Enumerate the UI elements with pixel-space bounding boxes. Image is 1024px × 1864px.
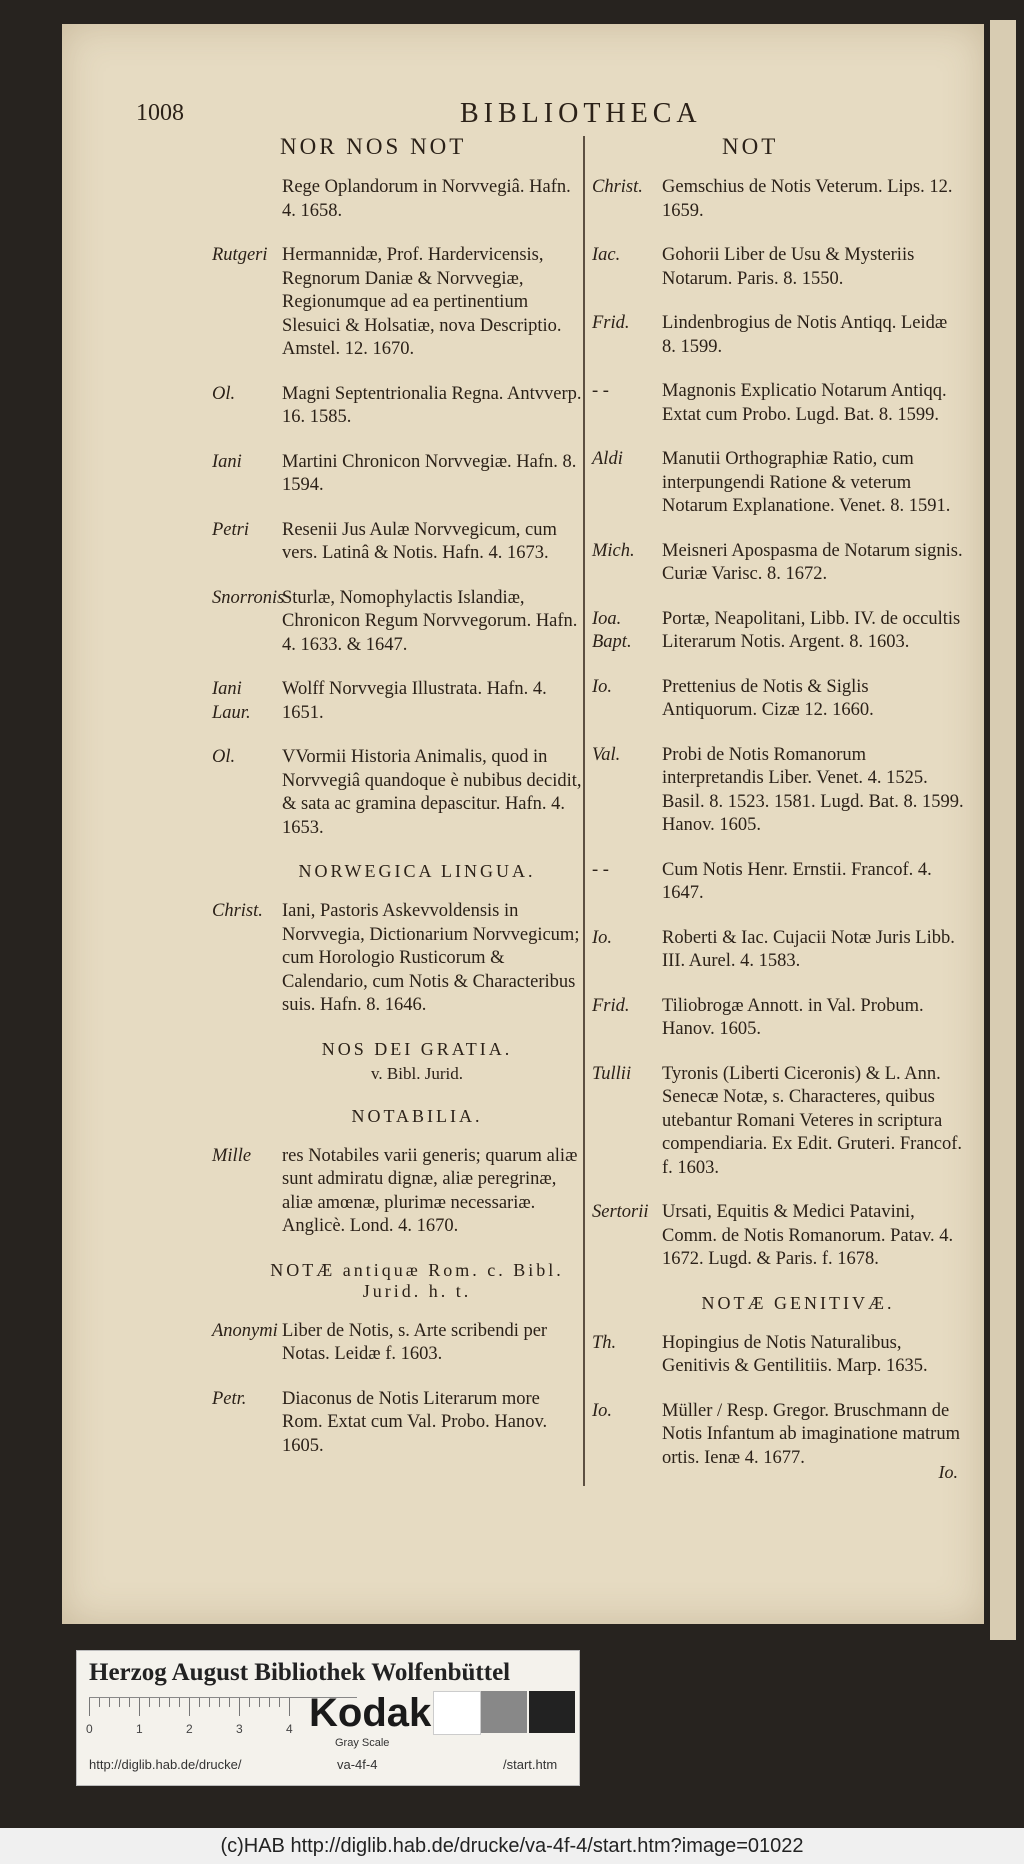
entry-text: Hermannidæ, Prof. Hardervicensis, Regnorum Daniæ & Norvvegiæ, Regionumque ad ea pertinentium Slesuici & Holsatiæ, nova Descriptio. Amstel. 12. 1670. (282, 245, 562, 359)
ruler-tick (269, 1698, 270, 1707)
entry-text: Diaconus de Notis Literarum more Rom. Extat cum Val. Probo. Hanov. 1605. (282, 1388, 548, 1456)
ruler-tick (259, 1698, 260, 1707)
author-forename: Christ. (212, 901, 263, 921)
ruler-tick (189, 1698, 190, 1716)
entry-text: Cum Notis Henr. Ernstii. Francof. 4. 1647. (662, 859, 932, 903)
entry-text: VVormii Historia Animalis, quod in Norvvegiâ quandoque è nubibus decidit, & sata ac gramina depascitur. Hafn. 4. 1653. (282, 747, 582, 838)
author-forename: - - (592, 381, 609, 401)
catalog-entry (592, 859, 964, 906)
entry-text: Portæ, Neapolitani, Libb. IV. de occultis Literarum Notis. Argent. 8. 1603. (662, 608, 961, 652)
entry-text: Gohorii Liber de Usu & Mysteriis Notarum. Paris. 8. 1550. (662, 245, 915, 289)
catalog-entry (212, 244, 582, 362)
ruler-tick (149, 1698, 150, 1707)
entry-text: Ursati, Equitis & Medici Patavini, Comm. de Notis Romanorum. Patav. 4. 1672. Lugd. & Paris. f. 1678. (662, 1202, 954, 1269)
author-forename: Snorronis (212, 587, 285, 608)
entry-text: res Notabiles varii generis; quarum aliæ sunt admiratu dignæ, aliæ peregrinæ, aliæ amœnæ, plurimæ necessariæ. Anglicè. Lond. 4. 1670. (282, 1145, 578, 1236)
ruler-number: 2 (186, 1722, 193, 1736)
entry-text: Müller / Resp. Gregor. Bruschmann de Notis Infantum ab imaginatione matrum ortis. Ienæ 4. 1677. (662, 1400, 960, 1468)
entry-text: Tiliobrogæ Annott. in Val. Probum. Hanov. 1605. (662, 995, 924, 1039)
catalog-entry (592, 744, 964, 838)
author-forename: Ol. (212, 383, 236, 404)
column-head-left: NOR NOS NOT (280, 134, 467, 159)
gray-scale-label: Gray Scale (335, 1737, 390, 1749)
section-heading: NOTÆ GENITIVÆ. (701, 1292, 895, 1313)
catalog-entry (212, 176, 582, 223)
catalog-entry (212, 383, 582, 430)
library-name: Herzog August Bibliothek Wolfenbüttel (89, 1659, 511, 1686)
catchword: Io. (938, 1462, 958, 1482)
catalog-entry (212, 1145, 582, 1239)
author-forename: Tullii (592, 1063, 632, 1084)
catalog-entry (592, 676, 964, 723)
author-forename: Th. (592, 1332, 617, 1353)
ruler-tick (89, 1698, 90, 1716)
catalog-entry (212, 587, 582, 658)
ruler-tick (99, 1698, 100, 1707)
gray-swatch (481, 1691, 527, 1733)
entry-text: Resenii Jus Aulæ Norvvegicum, cum vers. Latinâ & Notis. Hafn. 4. 1673. (282, 519, 557, 563)
author-forename: Val. (592, 744, 621, 765)
catalog-entry (592, 540, 964, 587)
column-head-right: NOT (722, 134, 779, 159)
cross-reference: v. Bibl. Jurid. (371, 1063, 463, 1083)
kodak-logo: Kodak (309, 1691, 432, 1735)
ruler-number: 1 (136, 1722, 143, 1736)
ruler-tick (129, 1698, 130, 1707)
author-forename: Aldi (592, 449, 623, 469)
card-url: http://diglib.hab.de/drucke/ (89, 1757, 242, 1772)
card-code: va-4f-4 (337, 1757, 378, 1772)
catalog-entry (592, 1332, 964, 1379)
author-forename: Iani Laur. (212, 679, 251, 723)
author-forename: Io. (592, 676, 613, 697)
ruler-number: 0 (86, 1722, 93, 1736)
catalog-entry (592, 1201, 964, 1272)
ruler-tick (249, 1698, 250, 1707)
catalog-entry (592, 312, 964, 359)
catalog-entry (592, 1400, 964, 1471)
page-number: 1008 (136, 100, 184, 126)
author-forename: Frid. (592, 995, 630, 1016)
entry-text: Liber de Notis, s. Arte scribendi per Notas. Leidæ f. 1603. (282, 1320, 548, 1364)
catalog-entry (212, 746, 582, 840)
author-forename: Frid. (592, 313, 630, 333)
catalog-entry (592, 448, 964, 519)
footer-url[interactable]: (c)HAB http://diglib.hab.de/drucke/va-4f-4/start.htm?image=01022 (0, 1828, 1024, 1864)
author-forename: Io. (592, 1400, 613, 1421)
catalog-entry (592, 927, 964, 974)
right-column (592, 176, 964, 1491)
author-forename: Iani (212, 451, 242, 472)
ruler-tick (159, 1698, 160, 1707)
entry-text: Manutii Orthographiæ Ratio, cum interpungendi Ratione & veterum Notarum Explanatione. Venet. 8. 1591. (662, 449, 951, 516)
card-start-path: /start.htm (503, 1757, 558, 1772)
ruler-number: 4 (286, 1722, 293, 1736)
ruler-tick (199, 1698, 200, 1707)
catalog-entry (592, 244, 964, 291)
entry-text: Rege Oplandorum in Norvvegiâ. Hafn. 4. 1658. (282, 177, 571, 221)
black-swatch (529, 1691, 575, 1733)
ruler-tick (109, 1698, 110, 1707)
entry-text: Gemschius de Notis Veterum. Lips. 12. 1659. (662, 177, 953, 221)
next-page-edge (990, 20, 1016, 1640)
entry-text: Lindenbrogius de Notis Antiqq. Leidæ 8. 1599. (662, 313, 948, 357)
entry-text: Magni Septentrionalia Regna. Antvverp. 16. 1585. (282, 383, 582, 427)
left-column (212, 176, 582, 1479)
catalog-entry (592, 608, 964, 655)
author-forename: Mich. (592, 540, 635, 561)
author-forename: Rutgeri (212, 245, 268, 265)
section-heading: NOTÆ antiquæ Rom. c. Bibl. Jurid. h. t. (270, 1259, 564, 1301)
author-forename: Petr. (212, 1388, 247, 1409)
author-forename: Sertorii (592, 1202, 649, 1222)
ruler-tick (219, 1698, 220, 1707)
author-forename: Io. (592, 927, 613, 948)
entry-text: Prettenius de Notis & Siglis Antiquorum. Cizæ 12. 1660. (662, 676, 874, 720)
catalog-entry (212, 1388, 582, 1459)
white-swatch (433, 1691, 481, 1735)
ruler-tick (119, 1698, 120, 1707)
column-rule (583, 136, 585, 1486)
entry-text: Wolff Norvvegia Illustrata. Hafn. 4. 1651. (282, 679, 547, 723)
section-heading: NOS DEI GRATIA. (321, 1038, 513, 1059)
catalog-entry (592, 995, 964, 1042)
author-forename: - - (592, 859, 609, 880)
entry-text: Sturlæ, Nomophylactis Islandiæ, Chronicon Regum Norvvegorum. Hafn. 4. 1633. & 1647. (282, 587, 578, 655)
entry-text: Magnonis Explicatio Notarum Antiqq. Extat cum Probo. Lugd. Bat. 8. 1599. (662, 381, 947, 425)
catalog-entry (212, 1320, 582, 1367)
ruler-tick (289, 1698, 290, 1716)
catalog-entry (592, 1063, 964, 1181)
ruler-tick (209, 1698, 210, 1707)
ruler-tick (139, 1698, 140, 1716)
running-head: BIBLIOTHECA (460, 98, 702, 129)
ruler-number: 3 (236, 1722, 243, 1736)
ruler-tick (229, 1698, 230, 1707)
section-heading: NOTABILIA. (351, 1105, 483, 1126)
section-heading: NORWEGICA LINGUA. (298, 861, 536, 881)
entry-text: Meisneri Apospasma de Notarum signis. Curiæ Varisc. 8. 1672. (662, 540, 963, 584)
catalog-entry (212, 678, 582, 725)
ruler-tick (169, 1698, 170, 1707)
author-forename: Petri (212, 519, 249, 540)
author-forename: Ol. (212, 747, 236, 767)
author-forename: Mille (212, 1145, 252, 1166)
entry-text: Probi de Notis Romanorum interpretandis Liber. Venet. 4. 1525. Basil. 8. 1523. 1581. Lugd. Bat. 8. 1599. Hanov. 1605. (662, 744, 964, 835)
ruler-tick (239, 1698, 240, 1716)
entry-text: Tyronis (Liberti Ciceronis) & L. Ann. Senecæ Notæ, s. Characteres, quibus utebantur Romani Veteres in scriptura compendiaria. Ex Edit. Gruteri. Francof. f. 1603. (662, 1063, 963, 1178)
entry-text: Iani, Pastoris Askevvoldensis in Norvvegia, Dictionarium Norvvegicum; cum Horologio Rusticorum & Calendario, cum Notis & Characteribus suis. Hafn. 8. 1646. (282, 901, 580, 1015)
catalog-entry (592, 176, 964, 223)
entry-text: Roberti & Iac. Cujacii Notæ Juris Libb. III. Aurel. 4. 1583. (662, 927, 955, 971)
ruler-tick (179, 1698, 180, 1707)
entry-text: Hopingius de Notis Naturalibus, Genitivis & Gentilitiis. Marp. 1635. (662, 1332, 928, 1376)
color-target-card (76, 1650, 580, 1786)
catalog-entry (212, 900, 582, 1018)
author-forename: Iac. (592, 245, 621, 265)
entry-text: Martini Chronicon Norvvegiæ. Hafn. 8. 1594. (282, 451, 577, 495)
catalog-entry (592, 380, 964, 427)
author-forename: Christ. (592, 177, 643, 197)
catalog-entry (212, 519, 582, 566)
author-forename: Anonymi (212, 1320, 278, 1341)
ruler-tick (279, 1698, 280, 1707)
catalog-entry (212, 451, 582, 498)
author-forename: Ioa. Bapt. (592, 608, 632, 652)
